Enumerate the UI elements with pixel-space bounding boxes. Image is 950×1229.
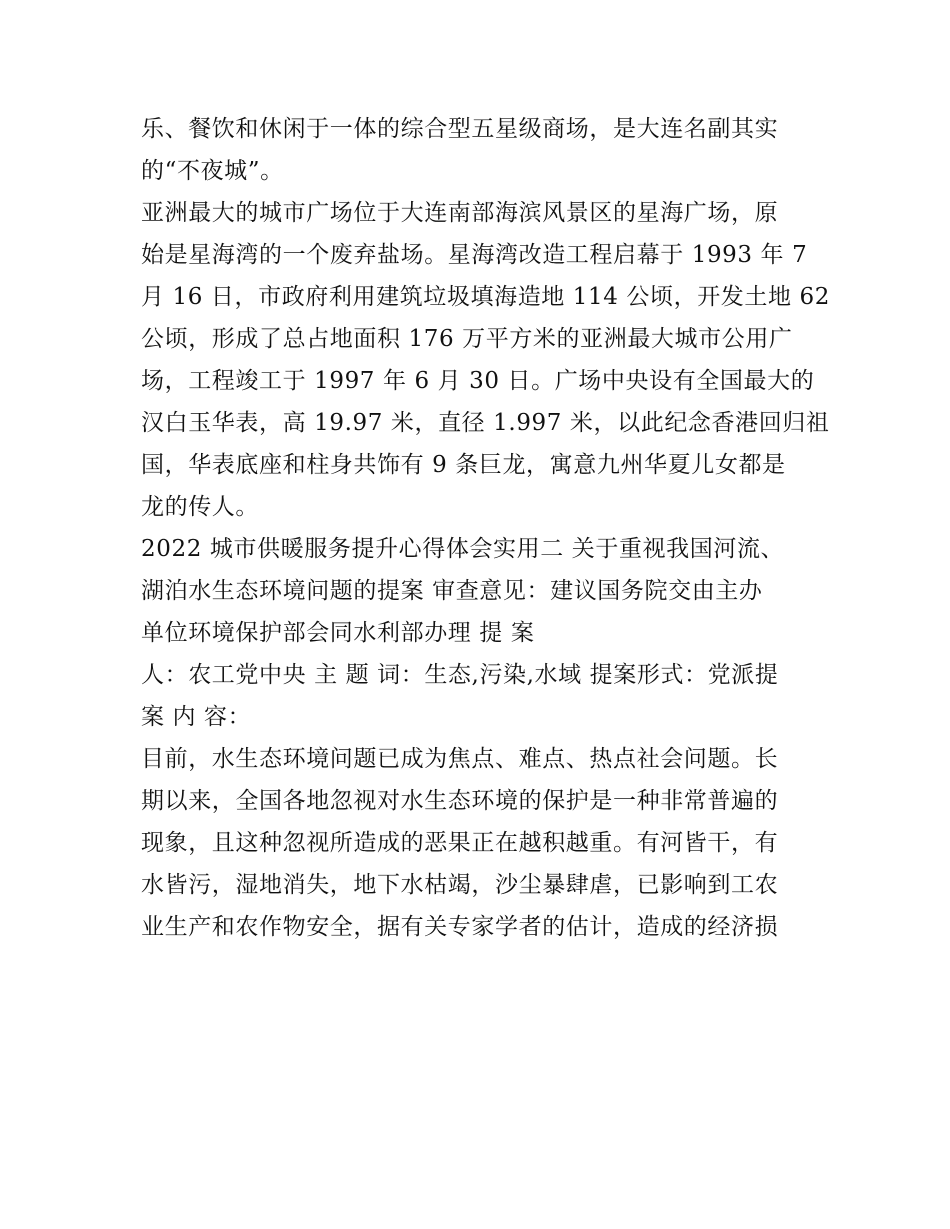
text-line: 汉白玉华表，高 19.97 米，直径 1.997 米，以此纪念香港回归祖 <box>141 410 830 436</box>
text-line: 期以来，全国各地忽视对水生态环境的保护是一种非常普遍的 <box>141 788 779 814</box>
text-line: 2022 城市供暖服务提升心得体会实用二 关于重视我国河流、 <box>141 536 785 562</box>
text-line: 月 16 日，市政府利用建筑垃圾填海造地 114 公顷，开发土地 62 <box>141 284 830 310</box>
document-body <box>141 108 830 948</box>
text-line: 案 内 容： <box>141 704 252 730</box>
text-line: 国，华表底座和柱身共饰有 9 条巨龙，寓意九州华夏儿女都是 <box>141 452 786 478</box>
text-line: 公顷，形成了总占地面积 176 万平方米的亚洲最大城市公用广 <box>141 326 793 352</box>
text-line: 乐、餐饮和休闲于一体的综合型五星级商场，是大连名副其实 <box>141 116 779 142</box>
text-line: 龙的传人。 <box>141 494 259 520</box>
text-line: 亚洲最大的城市广场位于大连南部海滨风景区的星海广场，原 <box>141 200 779 226</box>
text-line: 目前，水生态环境问题已成为焦点、难点、热点社会问题。长 <box>141 746 779 772</box>
text-line: 单位环境保护部会同水利部办理 提 案 <box>141 620 535 646</box>
text-line: 的“不夜城”。 <box>141 158 284 184</box>
text-line: 水皆污，湿地消失，地下水枯竭，沙尘暴肆虐，已影响到工农 <box>141 872 779 898</box>
text-line: 人：农工党中央 主 题 词：生态,污染,水域 提案形式：党派提 <box>141 662 779 688</box>
text-line: 湖泊水生态环境问题的提案 审查意见：建议国务院交由主办 <box>141 578 763 604</box>
text-line: 业生产和农作物安全，据有关专家学者的估计，造成的经济损 <box>141 914 779 940</box>
text-line: 始是星海湾的一个废弃盐场。星海湾改造工程启幕于 1993 年 7 <box>141 242 808 268</box>
text-line: 场，工程竣工于 1997 年 6 月 30 日。广场中央设有全国最大的 <box>141 368 815 394</box>
text-line: 现象，且这种忽视所造成的恶果正在越积越重。有河皆干，有 <box>141 830 779 856</box>
